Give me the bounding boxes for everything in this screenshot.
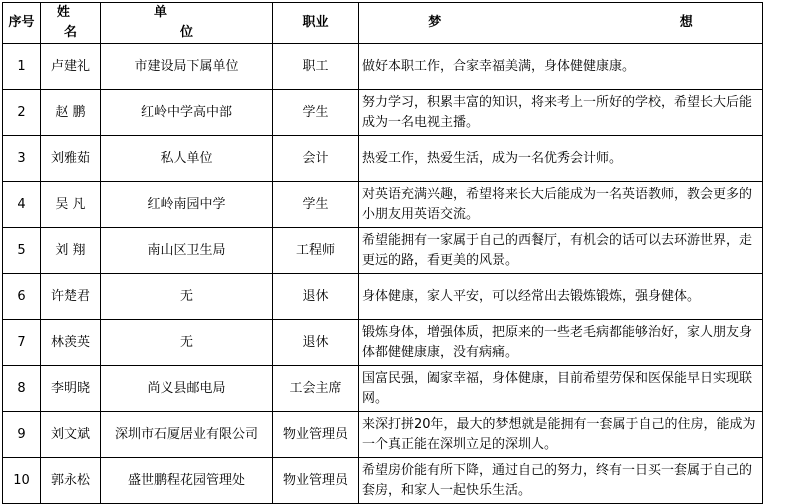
cell-dream: 锻炼身体，增强体质，把原来的一些老毛病都能够治好，家人朋友身体都健健康康，没有病痛。: [359, 320, 763, 366]
cell-unit: 盛世鹏程花园管理处: [101, 458, 273, 504]
cell-name: 卢建礼: [41, 44, 101, 90]
cell-unit: 市建设局下属单位: [101, 44, 273, 90]
table-row: [3, 136, 763, 182]
header-job: 职业: [273, 3, 359, 44]
table-row: [3, 458, 763, 504]
cell-dream: 希望能拥有一家属于自己的西餐厅，有机会的话可以去环游世界，走更远的路，看更美的风景。: [359, 228, 763, 274]
table-row: [3, 274, 763, 320]
cell-dream: 热爱工作，热爱生活，成为一名优秀会计师。: [359, 136, 763, 182]
cell-name: 许楚君: [41, 274, 101, 320]
cell-unit: 深圳市石厦居业有限公司: [101, 412, 273, 458]
cell-job: 物业管理员: [273, 458, 359, 504]
cell-job: 退休: [273, 320, 359, 366]
cell-name: 吴 凡: [41, 182, 101, 228]
cell-index: 7: [3, 320, 41, 366]
cell-job: 物业管理员: [273, 412, 359, 458]
cell-name: 刘文斌: [41, 412, 101, 458]
cell-job: 职工: [273, 44, 359, 90]
header-name-text: 姓 名: [56, 5, 92, 40]
cell-unit: 尚义县邮电局: [101, 366, 273, 412]
cell-dream: 希望房价能有所下降，通过自己的努力，终有一日买一套属于自己的套房，和家人一起快乐生活。: [359, 458, 763, 504]
cell-index: 1: [3, 44, 41, 90]
cell-index: 3: [3, 136, 41, 182]
cell-unit: 私人单位: [101, 136, 273, 182]
cell-unit: 无: [101, 320, 273, 366]
cell-job: 工程师: [273, 228, 359, 274]
cell-dream: 做好本职工作，合家幸福美满，身体健健康康。: [359, 44, 763, 90]
header-name: [41, 3, 101, 44]
table-row: [3, 182, 763, 228]
cell-job: 学生: [273, 182, 359, 228]
cell-dream: 对英语充满兴趣，希望将来长大后能成为一名英语教师，教会更多的小朋友用英语交流。: [359, 182, 763, 228]
table-row: [3, 228, 763, 274]
cell-name: 赵 鹏: [41, 90, 101, 136]
cell-dream: 身体健康，家人平安，可以经常出去锻炼锻炼，强身健体。: [359, 274, 763, 320]
cell-index: 10: [3, 458, 41, 504]
cell-job: 会计: [273, 136, 359, 182]
cell-name: 郭永松: [41, 458, 101, 504]
cell-name: 李明晓: [41, 366, 101, 412]
cell-index: 9: [3, 412, 41, 458]
header-row: [3, 3, 763, 44]
table-row: [3, 320, 763, 366]
cell-dream: 来深打拼20年，最大的梦想就是能拥有一套属于自己的住房，能成为一个真正能在深圳立足的深圳人。: [359, 412, 763, 458]
cell-unit: 无: [101, 274, 273, 320]
cell-job: 工会主席: [273, 366, 359, 412]
dream-survey-table: [2, 2, 810, 504]
cell-unit: 红岭中学高中部: [101, 90, 273, 136]
table-row: [3, 366, 763, 412]
cell-job: 学生: [273, 90, 359, 136]
header-unit-text: 单 位: [153, 5, 245, 40]
cell-job: 退休: [273, 274, 359, 320]
header-index: 序号: [3, 3, 41, 44]
cell-index: 6: [3, 274, 41, 320]
header-unit: [101, 3, 273, 44]
table-row: [3, 90, 763, 136]
table-row: [3, 44, 763, 90]
cell-index: 8: [3, 366, 41, 412]
cell-dream: 国富民强，阖家幸福，身体健康，目前希望劳保和医保能早日实现联网。: [359, 366, 763, 412]
cell-index: 2: [3, 90, 41, 136]
header-dream-text: 梦 想: [428, 15, 810, 30]
cell-index: 5: [3, 228, 41, 274]
table-body: [3, 44, 763, 504]
cell-index: 4: [3, 182, 41, 228]
cell-unit: 红岭南园中学: [101, 182, 273, 228]
cell-name: 林羡英: [41, 320, 101, 366]
cell-name: 刘 翔: [41, 228, 101, 274]
cell-dream: 努力学习，积累丰富的知识，将来考上一所好的学校，希望长大后能成为一名电视主播。: [359, 90, 763, 136]
cell-unit: 南山区卫生局: [101, 228, 273, 274]
table-row: [3, 412, 763, 458]
cell-name: 刘雅茹: [41, 136, 101, 182]
header-dream: [359, 3, 810, 44]
